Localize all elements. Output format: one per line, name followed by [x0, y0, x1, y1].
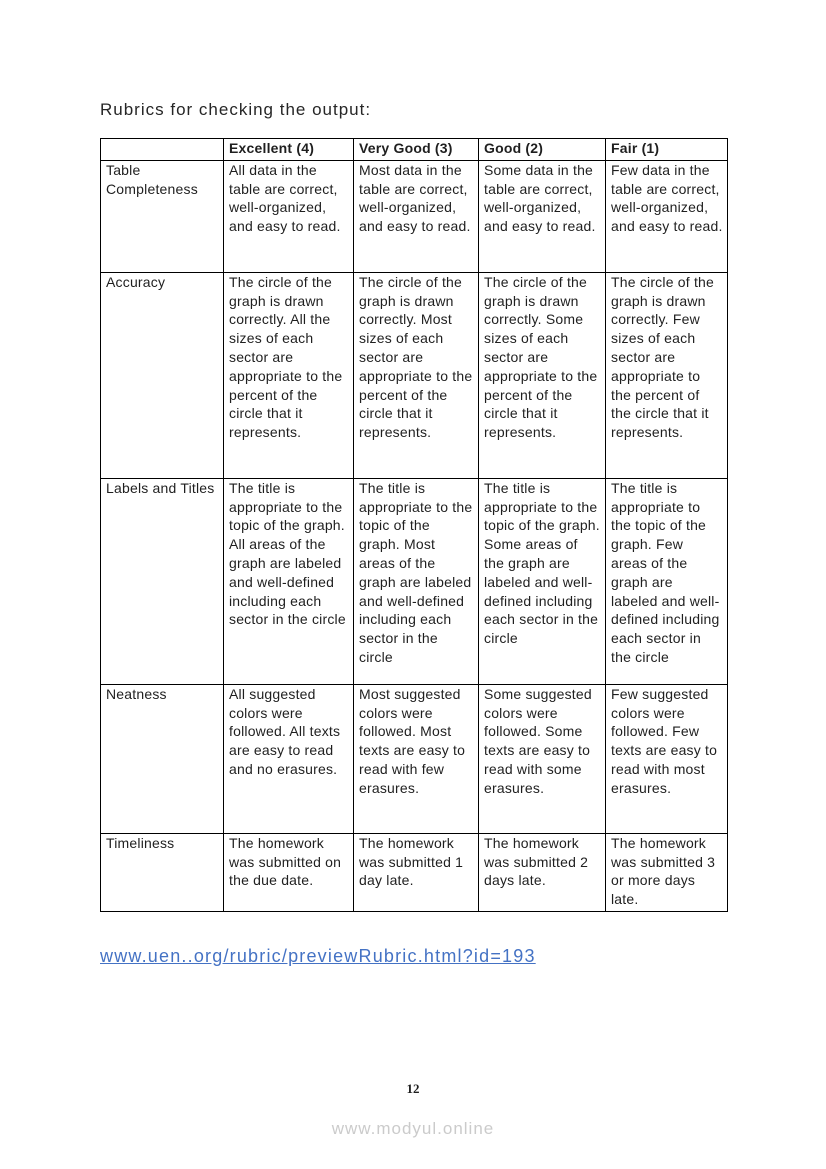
header-cell-very-good: Very Good (3) — [354, 139, 479, 161]
table-row — [101, 478, 728, 684]
page-title: Rubrics for checking the output: — [100, 100, 372, 119]
table-row — [101, 684, 728, 833]
table-row — [101, 160, 728, 272]
rubric-cell: The title is appropriate to the topic of the graph. Few areas of the graph are labeled and well-defined including each sector in the circle — [606, 478, 728, 684]
criterion-cell: Timeliness — [101, 833, 224, 911]
rubric-cell: Few suggested colors were followed. Few texts are easy to read with most erasures. — [606, 684, 728, 833]
criterion-cell: Labels and Titles — [101, 478, 224, 684]
rubric-cell: Most data in the table are correct, well-organized, and easy to read. — [354, 160, 479, 272]
rubric-cell: The circle of the graph is drawn correctly. Few sizes of each sector are appropriate to the percent of the circle that it represents. — [606, 272, 728, 478]
rubric-cell: All suggested colors were followed. All texts are easy to read and no erasures. — [224, 684, 354, 833]
rubric-cell: Most suggested colors were followed. Most texts are easy to read with few erasures. — [354, 684, 479, 833]
criterion-cell: Table Completeness — [101, 160, 224, 272]
rubric-cell: The homework was submitted 1 day late. — [354, 833, 479, 911]
rubric-cell: The circle of the graph is drawn correctly. Most sizes of each sector are appropriate to the percent of the circle that it represents. — [354, 272, 479, 478]
rubric-cell: The circle of the graph is drawn correctly. All the sizes of each sector are appropriate to the percent of the circle that it represents. — [224, 272, 354, 478]
watermark: www.modyul.online — [331, 1119, 495, 1138]
table-row — [101, 272, 728, 478]
rubric-cell: Some data in the table are correct, well-organized, and easy to read. — [479, 160, 606, 272]
header-cell-good: Good (2) — [479, 139, 606, 161]
rubric-cell: The circle of the graph is drawn correctly. Some sizes of each sector are appropriate to the percent of the circle that it represents. — [479, 272, 606, 478]
rubric-cell: The homework was submitted 3 or more days late. — [606, 833, 728, 911]
rubric-cell: The title is appropriate to the topic of the graph. Most areas of the graph are labeled and well-defined including each sector in the circle — [354, 478, 479, 684]
rubric-cell: Few data in the table are correct, well-organized, and easy to read. — [606, 160, 728, 272]
table-row — [101, 833, 728, 911]
rubric-cell: The homework was submitted on the due date. — [224, 833, 354, 911]
rubric-cell: Some suggested colors were followed. Some texts are easy to read with some erasures. — [479, 684, 606, 833]
source-link[interactable]: www.uen..org/rubric/previewRubric.html?id=193 — [100, 946, 536, 966]
rubric-cell: The homework was submitted 2 days late. — [479, 833, 606, 911]
header-cell-blank — [101, 139, 224, 161]
header-cell-fair: Fair (1) — [606, 139, 728, 161]
rubric-cell: The title is appropriate to the topic of the graph. Some areas of the graph are labeled and well-defined including each sector in the circle — [479, 478, 606, 684]
rubric-cell: All data in the table are correct, well-organized, and easy to read. — [224, 160, 354, 272]
criterion-cell: Neatness — [101, 684, 224, 833]
rubric-cell: The title is appropriate to the topic of the graph. All areas of the graph are labeled and well-defined including each sector in the circle — [224, 478, 354, 684]
header-cell-excellent: Excellent (4) — [224, 139, 354, 161]
criterion-cell: Accuracy — [101, 272, 224, 478]
header-row — [101, 139, 728, 161]
rubric-table — [100, 138, 728, 912]
page-number: 12 — [406, 1081, 420, 1096]
